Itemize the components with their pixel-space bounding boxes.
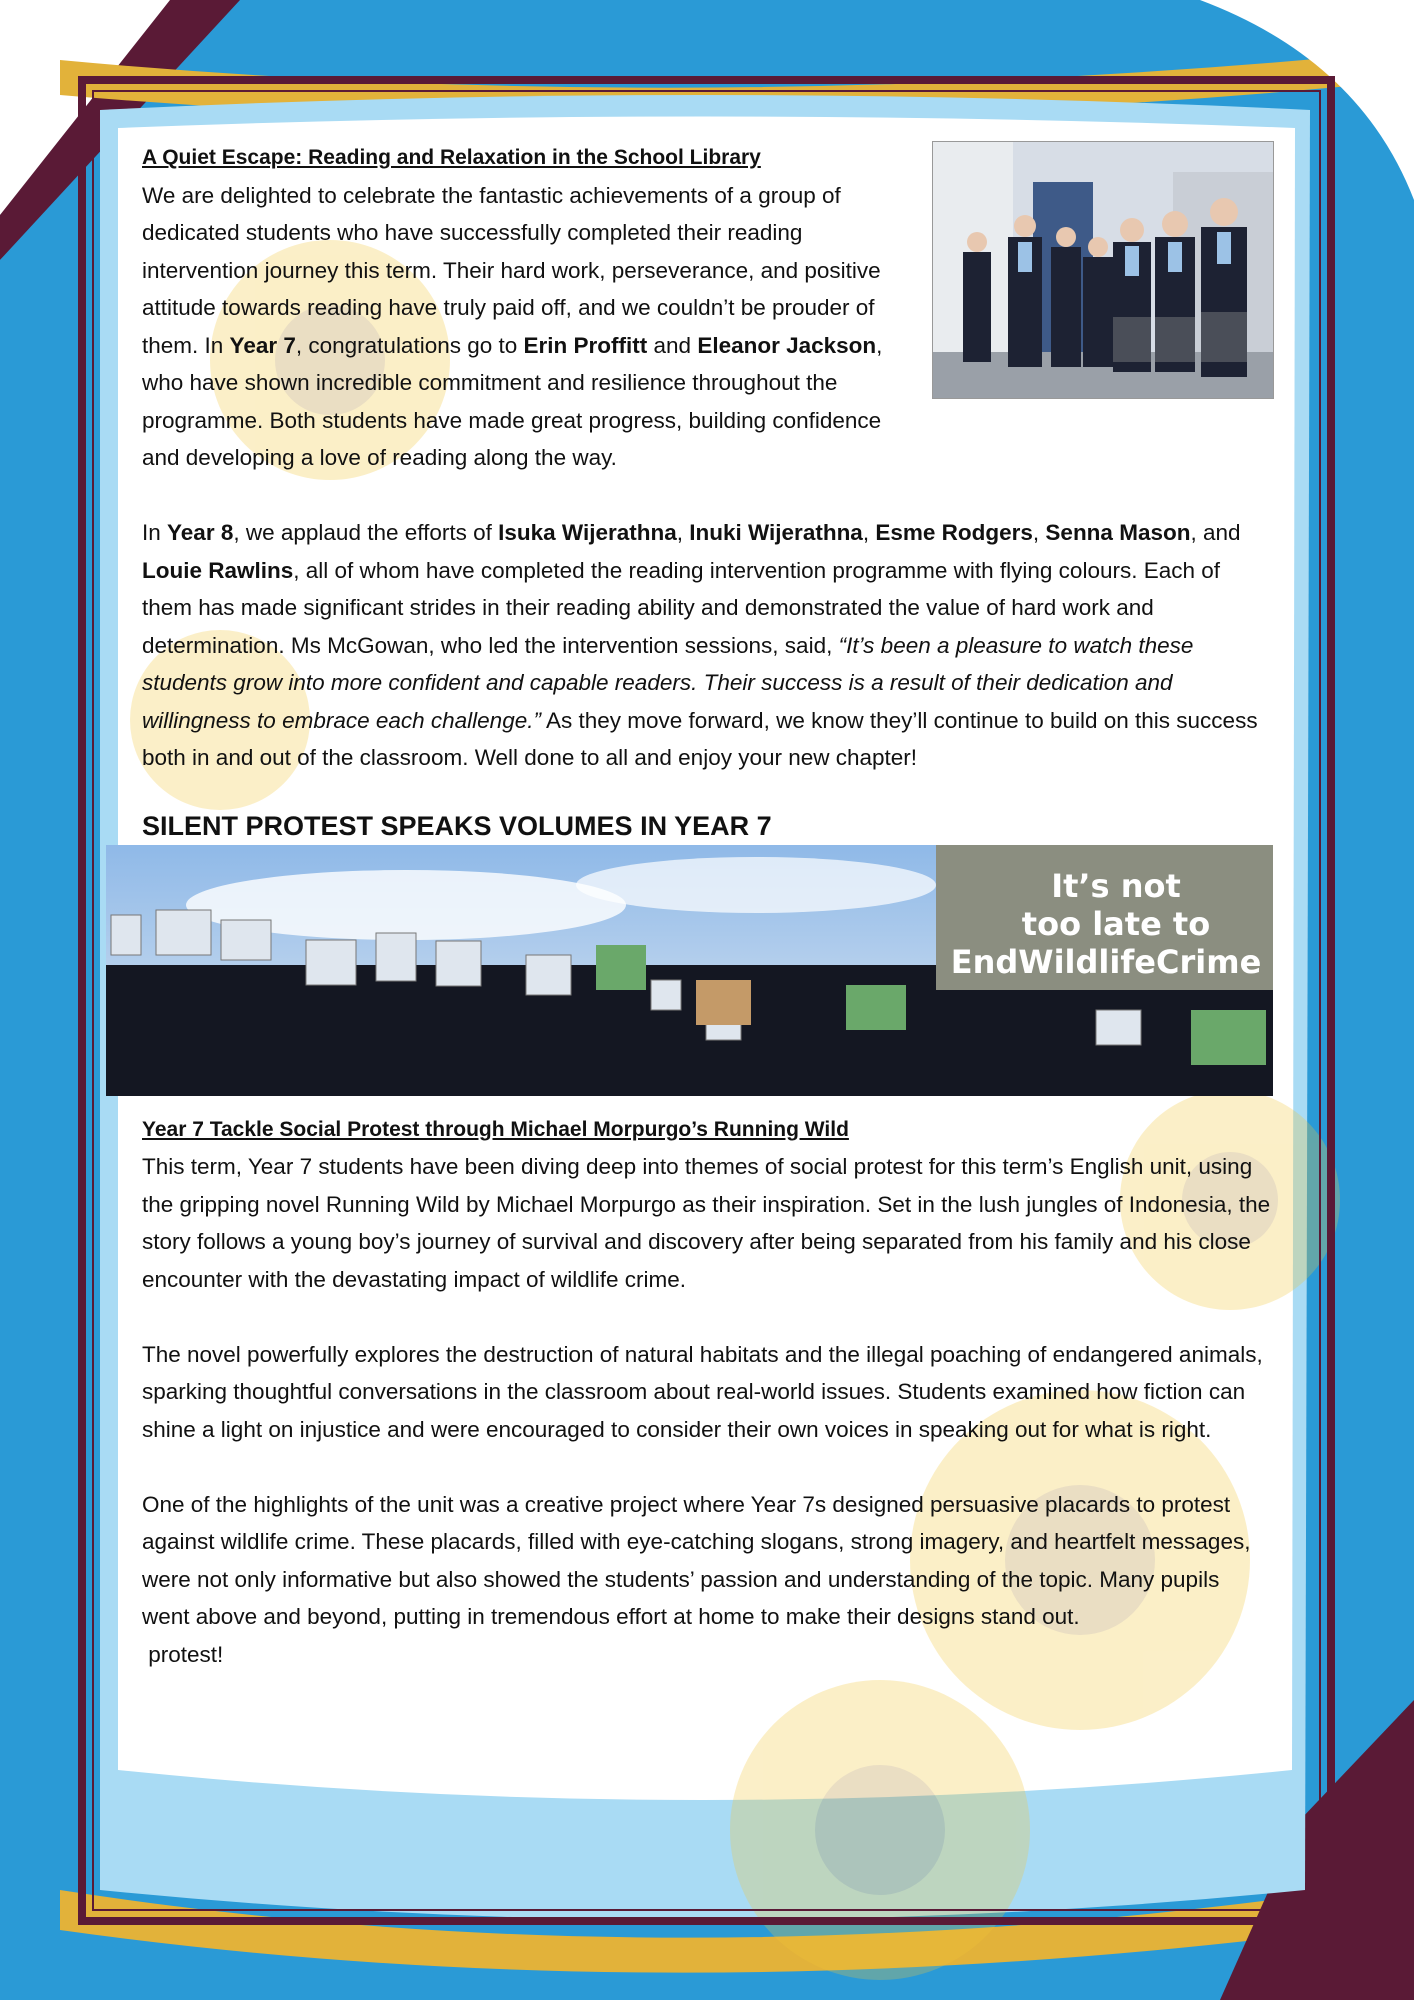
reading-group-photo [932,141,1274,399]
article-paragraph: protest! [142,1641,224,1667]
article-heading: A Quiet Escape: Reading and Relaxation in the School Library [142,146,761,169]
article-paragraph: We are delighted to celebrate the fantastic achievements of a group of dedicated students who have successfully completed their reading intervention journey this term. Their hard work, perseverance, and positive attitude towards reading have truly paid off, and we couldn’t be prouder of them. In Year 7, congratulations go to Erin Proffitt and Eleanor Jackson, who have shown incredible commitment and resilience throughout the programme. Both students have made great progress, building confidence and developing a love of reading along the way. [142,182,883,470]
article-heading: Year 7 Tackle Social Protest through Michael Morpurgo’s Running Wild [142,1117,849,1141]
protest-banner-photo [106,845,1273,1096]
section-title: SILENT PROTEST SPEAKS VOLUMES IN YEAR 7 [142,810,772,841]
article-paragraph: This term, Year 7 students have been diving deep into themes of social protest for this term’s English unit, using the gripping novel Running Wild by Michael Morpurgo as their inspiration. Set in the lush jungles of Indonesia, the story follows a young boy’s journey of survival and discovery after being separated from his family and his close encounter with the devastating impact of wildlife crime. [142,1154,1271,1292]
banner-text-line: It’s not [1051,866,1181,905]
banner-text-line: EndWildlifeCrime [950,942,1262,981]
article-paragraph: The novel powerfully explores the destruction of natural habitats and the illegal poaching of endangered animals, sparking thoughtful conversations in the classroom about real-world issues. Students examined how fiction can shine a light on injustice and were encouraged to consider their own voices in speaking out for what is right. [142,1341,1263,1442]
article-paragraph: In Year 8, we applaud the efforts of Isuka Wijerathna, Inuki Wijerathna, Esme Rodgers, Senna Mason, and Louie Rawlins, all of whom have completed the reading intervention programme with flying colours. Each of them has made significant strides in their reading ability and demonstrated the value of hard work and determination. Ms McGowan, who led the intervention sessions, said, “It’s been a pleasure to watch these students grow into more confident and capable readers. Their success is a result of their dedication and willingness to embrace each challenge.” As they move forward, we know they’ll continue to build on this success both in and out of the classroom. Well done to all and enjoy your new chapter! [142,520,1258,770]
article-paragraph: One of the highlights of the unit was a creative project where Year 7s designed persuasive placards to protest against wildlife crime. These placards, filled with eye-catching slogans, strong imagery, and heartfelt messages, were not only informative but also showed the students’ passion and understanding of the topic. Many pupils went above and beyond, putting in tremendous effort at home to make their designs stand out. [142,1491,1251,1629]
newsletter-content [142,138,1272,1673]
banner-text-line: too late to [1021,904,1211,943]
